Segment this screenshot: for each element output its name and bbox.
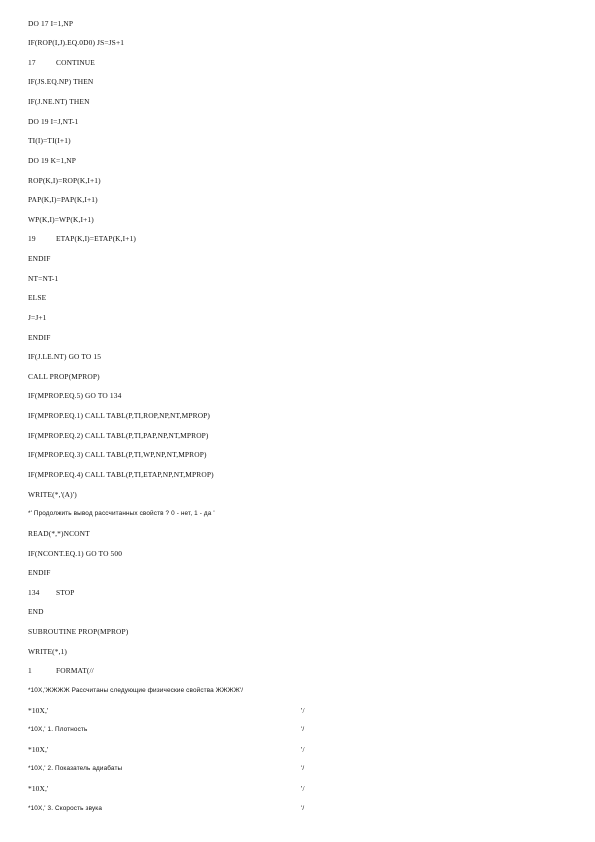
code-line bbox=[28, 605, 568, 619]
line-text: *10X,' bbox=[28, 784, 49, 794]
line-text: IF(MPROP.EQ.3) CALL TABL(P,TI,WP,NP,NT,MPROP) bbox=[28, 450, 207, 460]
line-text: PAP(K,I)=PAP(K,I+1) bbox=[28, 195, 98, 205]
line-text: DO 19 I=J,NT-1 bbox=[28, 116, 79, 126]
code-line bbox=[28, 802, 568, 816]
line-terminator: '/ bbox=[301, 804, 305, 812]
statement-text: CONTINUE bbox=[56, 57, 95, 67]
line-text: DO 17 I=1,NP bbox=[28, 18, 74, 28]
line-terminator: '/ bbox=[301, 726, 305, 734]
line-text: *10X,' 2. Показатель адиабаты bbox=[28, 765, 123, 773]
line-text: WRITE(*,'(A)') bbox=[28, 489, 77, 499]
line-text: IF(MPROP.EQ.4) CALL TABL(P,TI,ETAP,NP,NT,MPROP) bbox=[28, 469, 214, 479]
line-text: ENDIF bbox=[28, 568, 51, 578]
code-line bbox=[28, 782, 568, 796]
line-terminator: '/ bbox=[301, 744, 305, 754]
code-line bbox=[28, 566, 568, 580]
code-line bbox=[28, 723, 568, 737]
line-text: *10X,' 3. Скорость звука bbox=[28, 804, 103, 812]
line-terminator: '/ bbox=[301, 705, 305, 715]
line-text: ROP(K,I)=ROP(K,I+1) bbox=[28, 175, 101, 185]
line-text: J=J+1 bbox=[28, 312, 47, 322]
code-line bbox=[28, 272, 568, 286]
statement-label: 19 bbox=[28, 234, 36, 244]
line-text: ENDIF bbox=[28, 254, 51, 264]
line-text: IF(JS.EQ.NP) THEN bbox=[28, 77, 94, 87]
line-terminator: '/ bbox=[301, 784, 305, 794]
code-line bbox=[28, 95, 568, 109]
line-text: END bbox=[28, 607, 44, 617]
code-line bbox=[28, 311, 568, 325]
code-line bbox=[28, 762, 568, 776]
code-line bbox=[28, 291, 568, 305]
line-text: DO 19 K=1,NP bbox=[28, 155, 77, 165]
code-line bbox=[28, 684, 568, 698]
line-text: *' Продолжить вывод рассчитанных свойств ? 0 - нет, 1 - да ' bbox=[28, 510, 215, 518]
line-text: IF(MPROP.EQ.2) CALL TABL(P,TI,PAP,NP,NT,MPROP) bbox=[28, 430, 209, 440]
code-line bbox=[28, 488, 568, 502]
code-line bbox=[28, 527, 568, 541]
code-line bbox=[28, 586, 568, 600]
code-line bbox=[28, 174, 568, 188]
line-text: NT=NT-1 bbox=[28, 273, 59, 283]
code-line bbox=[28, 134, 568, 148]
code-line bbox=[28, 468, 568, 482]
code-line bbox=[28, 115, 568, 129]
code-line bbox=[28, 704, 568, 718]
line-text: IF(J.LE.NT) GO TO 15 bbox=[28, 352, 102, 362]
code-line bbox=[28, 507, 568, 521]
line-text: *10X,'ЖЖЖЖ Рассчитаны следующие физические свойства ЖЖЖЖ'/ bbox=[28, 686, 244, 694]
code-line bbox=[28, 331, 568, 345]
statement-text: STOP bbox=[56, 587, 75, 597]
code-line bbox=[28, 448, 568, 462]
line-text: *10X,' bbox=[28, 744, 49, 754]
statement-text: FORMAT(// bbox=[56, 666, 94, 676]
code-line bbox=[28, 252, 568, 266]
code-line bbox=[28, 743, 568, 757]
code-line bbox=[28, 154, 568, 168]
line-text: READ(*,*)NCONT bbox=[28, 528, 90, 538]
statement-label: 134 bbox=[28, 587, 40, 597]
line-text: SUBROUTINE PROP(MPROP) bbox=[28, 627, 129, 637]
code-line bbox=[28, 389, 568, 403]
line-text: ELSE bbox=[28, 293, 47, 303]
code-line bbox=[28, 56, 568, 70]
code-line bbox=[28, 36, 568, 50]
line-text: ENDIF bbox=[28, 332, 51, 342]
code-line bbox=[28, 645, 568, 659]
statement-text: ETAP(K,I)=ETAP(K,I+1) bbox=[56, 234, 137, 244]
code-line bbox=[28, 547, 568, 561]
code-line bbox=[28, 350, 568, 364]
line-text: TI(I)=TI(I+1) bbox=[28, 136, 71, 146]
line-terminator: '/ bbox=[301, 765, 305, 773]
line-text: WRITE(*,1) bbox=[28, 646, 68, 656]
code-line bbox=[28, 232, 568, 246]
line-text: *10X,' bbox=[28, 705, 49, 715]
line-text: WP(K,I)=WP(K,I+1) bbox=[28, 214, 94, 224]
code-line bbox=[28, 17, 568, 31]
statement-label: 17 bbox=[28, 57, 36, 67]
line-text: IF(NCONT.EQ.1) GO TO 500 bbox=[28, 548, 123, 558]
code-line bbox=[28, 213, 568, 227]
line-text: IF(J.NE.NT) THEN bbox=[28, 97, 90, 107]
line-text: CALL PROP(MPROP) bbox=[28, 371, 100, 381]
code-line bbox=[28, 75, 568, 89]
code-line bbox=[28, 409, 568, 423]
code-line bbox=[28, 370, 568, 384]
line-text: *10X,' 1. Плотность bbox=[28, 726, 88, 734]
line-text: IF(MPROP.EQ.5) GO TO 134 bbox=[28, 391, 122, 401]
code-line bbox=[28, 625, 568, 639]
code-line bbox=[28, 664, 568, 678]
line-text: IF(ROP(I,J).EQ.0D0) JS=JS+1 bbox=[28, 38, 125, 48]
statement-label: 1 bbox=[28, 666, 32, 676]
line-text: IF(MPROP.EQ.1) CALL TABL(P,TI,ROP,NP,NT,MPROP) bbox=[28, 411, 211, 421]
code-line bbox=[28, 193, 568, 207]
code-line bbox=[28, 429, 568, 443]
